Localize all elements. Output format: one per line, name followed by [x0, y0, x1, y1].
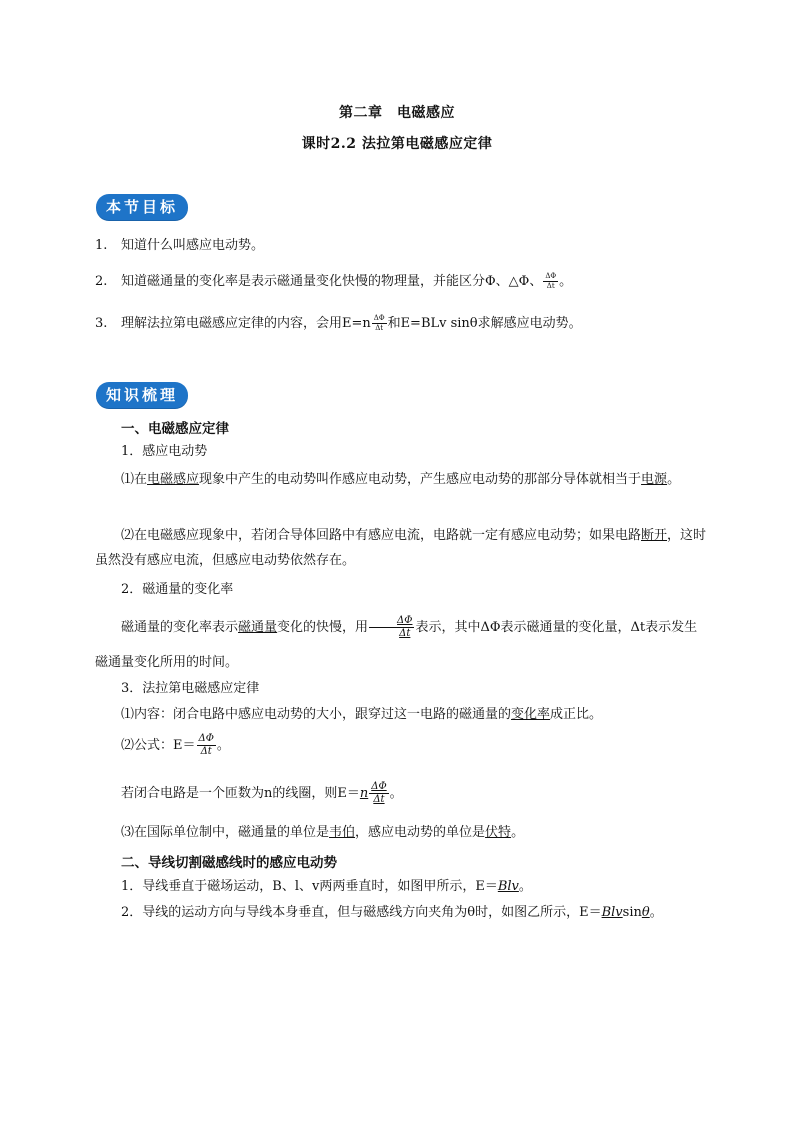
paragraph-angle [95, 900, 707, 925]
fraction-denominator: Δt [197, 745, 216, 758]
fraction-numerator: ΔΦ [545, 272, 557, 280]
fraction-denominator: Δt [543, 281, 558, 291]
section-badge-goals: 本节目标 [96, 194, 188, 221]
paragraph-units [121, 824, 524, 842]
fraction-denominator: Δt [372, 323, 387, 333]
answer-underline: 伏特 [485, 825, 512, 840]
answer-underline: 变化率 [511, 707, 551, 722]
fraction-numerator: ΔΦ [198, 733, 214, 744]
fraction-delta-phi-delta-t [543, 272, 558, 291]
text: 。 [216, 738, 230, 753]
fraction-numerator: ΔΦ [373, 314, 385, 322]
text: sin [622, 905, 642, 920]
text: 现象中产生的电动势叫作感应电动势，产生感应电动势的那部分导体就相当于 [199, 472, 642, 487]
goal-text: 知道磁通量的变化率是表示磁通量变化快慢的物理量，并能区分Φ、△Φ、 [121, 274, 543, 289]
goal-item-1 [95, 237, 264, 255]
text: ⑴内容：闭合电路中感应电动势的大小，跟穿过这一电路的磁通量的 [121, 707, 512, 722]
answer-underline: Blv [601, 905, 623, 920]
goal-text-end: 。 [559, 274, 573, 289]
answer-underline: n [359, 786, 369, 801]
fraction-delta-phi-delta-t [369, 781, 388, 806]
paragraph-law-formula [121, 733, 230, 758]
text: ⑶在国际单位制中，磁通量的单位是 [121, 825, 330, 840]
text: 表示，其中ΔΦ表示磁通量的变化量，Δt表示发生磁通量变化所用的时间。 [95, 620, 698, 670]
answer-underline: 电磁感应 [147, 472, 200, 487]
paragraph-flux-rate [95, 610, 707, 680]
text: 。 [667, 472, 681, 487]
lesson-title: 课时2.2 法拉第电磁感应定律 [301, 136, 493, 152]
text: 磁通量的变化率表示 [121, 620, 239, 635]
goal-item-3 [95, 314, 582, 333]
text: 。 [649, 905, 663, 920]
answer-underline: Blv [497, 879, 519, 894]
text: 。 [518, 879, 532, 894]
text: 。 [389, 786, 403, 801]
paragraph-emf-1 [95, 467, 707, 492]
text: 变化的快慢，用 [277, 620, 369, 635]
text: 。 [511, 825, 525, 840]
text: ⑵公式：E＝ [121, 738, 196, 753]
text: 2．导线的运动方向与导线本身垂直，但与磁感线方向夹角为θ时，如图乙所示，E＝ [121, 905, 602, 920]
paragraph-law-content [121, 706, 602, 724]
text: 1．导线垂直于磁场运动，B、l、v两两垂直时，如图甲所示，E＝ [121, 879, 498, 894]
paragraph-perpendicular [121, 878, 532, 896]
text: ⑵在电磁感应现象中，若闭合导体回路中有感应电流，电路就一定有感应电动势；如果电路 [121, 528, 642, 543]
paragraph-emf-2 [95, 523, 707, 573]
goal-text: 知道什么叫感应电动势。 [121, 238, 265, 253]
goal-number: 3. [95, 316, 108, 331]
goal-text: 理解法拉第电磁感应定律的内容，会用E=n [121, 316, 371, 331]
fraction-numerator: ΔΦ [371, 781, 387, 792]
fraction-delta-phi-delta-t [372, 314, 387, 333]
subheading-emf: 1．感应电动势 [121, 444, 208, 459]
subheading-flux-rate: 2．磁通量的变化率 [121, 582, 234, 597]
goal-text: 和E=BLv sinθ求解感应电动势。 [387, 316, 582, 331]
answer-underline: 电源 [641, 472, 668, 487]
goal-number: 2. [95, 274, 108, 289]
goal-number: 1. [95, 238, 108, 253]
fraction-delta-phi-delta-t [369, 615, 414, 640]
section-badge-knowledge: 知识梳理 [96, 382, 188, 409]
text: 若闭合电路是一个匝数为n的线圈，则E＝ [121, 786, 360, 801]
subheading-faraday-law: 3．法拉第电磁感应定律 [121, 681, 260, 696]
answer-underline: 磁通量 [238, 620, 278, 635]
text: ⑴在 [121, 472, 148, 487]
fraction-denominator: Δt [369, 627, 414, 640]
section-heading-law: 一、电磁感应定律 [121, 421, 229, 437]
goal-item-2 [95, 272, 572, 291]
answer-underline: θ [641, 905, 650, 920]
text: ，这时虽然没有感应电流，但感应电动势依然存在。 [95, 528, 707, 568]
answer-underline: 断开 [641, 528, 668, 543]
chapter-title: 第二章 电磁感应 [339, 105, 455, 121]
text: 成正比。 [550, 707, 603, 722]
paragraph-coil-formula [121, 781, 403, 806]
fraction-denominator: Δt [369, 793, 388, 806]
text: ，感应电动势的单位是 [355, 825, 486, 840]
fraction-numerator: ΔΦ [397, 615, 413, 626]
answer-underline: 韦伯 [329, 825, 356, 840]
section-heading-cutting: 二、导线切割磁感线时的感应电动势 [121, 855, 337, 871]
fraction-delta-phi-delta-t [197, 733, 216, 758]
